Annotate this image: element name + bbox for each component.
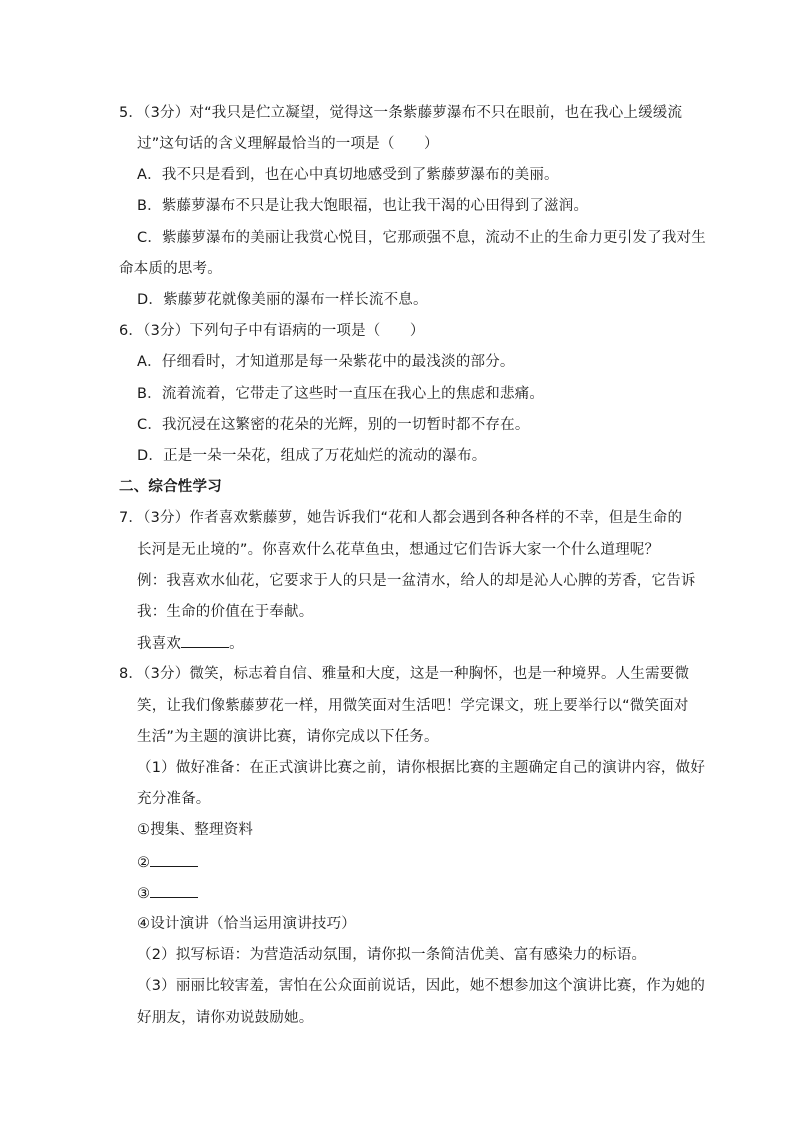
q8-step2-label: ② [137, 855, 151, 871]
q6-option-c: C．我沉浸在这繁密的花朵的光辉，别的一切暂时都不存在。 [137, 417, 530, 433]
q6-option-b: B．流着流着，它带走了这些时一直压在我心上的焦虑和悲痛。 [137, 386, 545, 402]
q8-step3-blank[interactable] [150, 883, 198, 898]
q7-answer-suffix: 。 [229, 636, 244, 652]
q8-step1: ①搜集、整理资料 [137, 822, 254, 838]
q8-step4: ④设计演讲（恰当运用演讲技巧） [137, 916, 356, 932]
q7-stem-line2: 长河是无止境的”。你喜欢什么花草鱼虫，想通过它们告诉大家一个什么道理呢？ [137, 542, 660, 558]
q7-answer-blank[interactable] [181, 633, 229, 648]
q8-task2: （2）拟写标语：为营造活动氛围，请你拟一条简洁优美、富有感染力的标语。 [137, 947, 647, 963]
q8-step3-label: ③ [137, 886, 151, 902]
q6-stem: 6．（3分）下列句子中有语病的一项是（ ） [119, 323, 425, 339]
q8-task3-line2: 好朋友，请你劝说鼓励她。 [137, 1010, 314, 1026]
q8-task3-line1: （3）丽丽比较害羞，害怕在公众面前说话，因此，她不想参加这个演讲比赛，作为她的 [137, 978, 706, 994]
q5-stem-line1: 5．（3分）对“我只是伫立凝望，觉得这一条紫藤萝瀑布不只在眼前，也在我心上缓缓流 [119, 105, 683, 121]
q7-example-line1: 例：我喜欢水仙花，它要求于人的只是一盆清水，给人的却是沁人心脾的芳香，它告诉 [137, 573, 696, 589]
q8-task1-line1: （1）做好准备：在正式演讲比赛之前，请你根据比赛的主题确定自己的演讲内容，做好 [137, 760, 706, 776]
q8-step2-blank[interactable] [150, 852, 198, 867]
q8-stem-line1: 8．（3分）微笑，标志着自信、雅量和大度，这是一种胸怀，也是一种境界。人生需要微 [119, 666, 690, 682]
q5-option-c-line2: 命本质的思考。 [119, 261, 222, 277]
q7-example-line2: 我：生命的价值在于奉献。 [137, 604, 314, 620]
q6-option-a: A．仔细看时，才知道那是每一朵紫花中的最浅淡的部分。 [137, 354, 515, 370]
q5-option-b: B．紫藤萝瀑布不只是让我大饱眼福，也让我干渴的心田得到了滋润。 [137, 198, 589, 214]
q8-task1-line2: 充分准备。 [137, 791, 211, 807]
q8-step3-line [137, 883, 198, 904]
q8-stem-line2: 笑，让我们像紫藤萝花一样，用微笑面对生活吧！学完课文，班上要举行以“微笑面对 [137, 698, 689, 714]
q7-answer-prefix: 我喜欢 [137, 636, 182, 652]
q5-option-c-line1: C．紫藤萝瀑布的美丽让我赏心悦目，它那顽强不息，流动不止的生命力更引发了我对生 [137, 230, 706, 246]
q7-answer-line [137, 633, 244, 654]
q8-stem-line3: 生活”为主题的演讲比赛，请你完成以下任务。 [137, 729, 439, 745]
q5-option-a: A．我不只是看到，也在心中真切地感受到了紫藤萝瀑布的美丽。 [137, 167, 559, 183]
q8-step2-line [137, 852, 198, 873]
q5-stem-line2: 过”这句话的含义理解最恰当的一项是（ ） [137, 136, 439, 152]
section-heading: 二、综合性学习 [119, 479, 222, 495]
q6-option-d: D．正是一朵一朵花，组成了万花灿烂的流动的瀑布。 [137, 448, 487, 464]
q7-stem-line1: 7．（3分）作者喜欢紫藤萝，她告诉我们“花和人都会遇到各种各样的不幸，但是生命的 [119, 510, 683, 526]
q5-option-d: D．紫藤萝花就像美丽的瀑布一样长流不息。 [137, 292, 428, 308]
